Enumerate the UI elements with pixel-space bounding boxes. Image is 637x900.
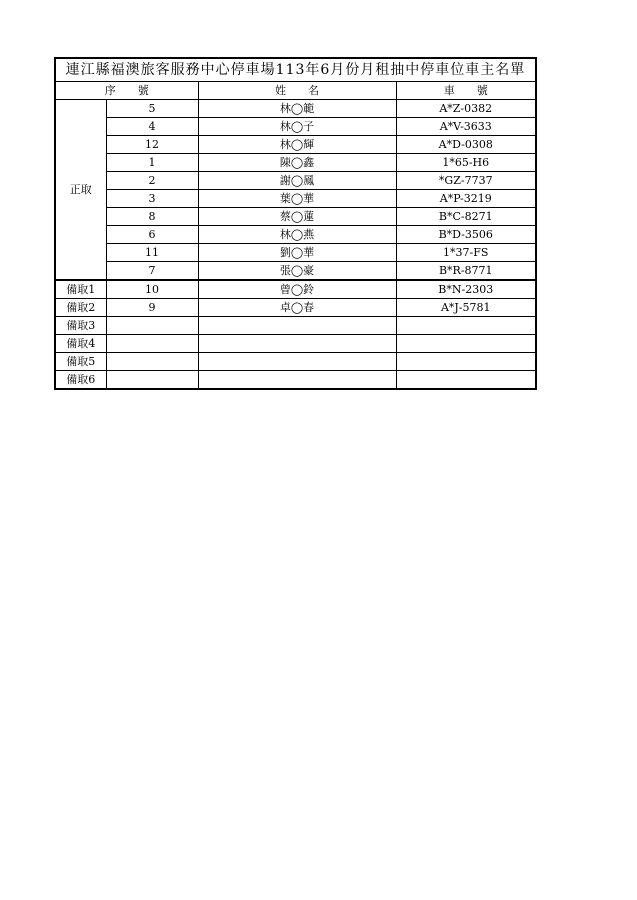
plate-cell: 1*65-H6 — [396, 154, 536, 172]
table-row — [55, 100, 536, 118]
plate-cell — [396, 335, 536, 353]
seq-cell: 4 — [106, 118, 198, 136]
plate-cell: A*D-0308 — [396, 136, 536, 154]
alternate-label: 備取6 — [55, 371, 106, 390]
plate-cell: B*N-2303 — [396, 280, 536, 299]
plate-cell: 1*37-FS — [396, 244, 536, 262]
table-row — [55, 208, 536, 226]
name-cell: 卓◯春 — [198, 299, 396, 317]
name-cell: 林◯子 — [198, 118, 396, 136]
name-cell: 蔡◯蓮 — [198, 208, 396, 226]
seq-cell: 12 — [106, 136, 198, 154]
name-cell: 陳◯鑫 — [198, 154, 396, 172]
plate-cell: A*Z-0382 — [396, 100, 536, 118]
name-cell: 林◯燕 — [198, 226, 396, 244]
name-cell — [198, 317, 396, 335]
table-row — [55, 262, 536, 281]
parking-winners-table — [54, 57, 537, 390]
seq-cell: 9 — [106, 299, 198, 317]
seq-cell: 5 — [106, 100, 198, 118]
table-row — [55, 136, 536, 154]
seq-cell: 6 — [106, 226, 198, 244]
seq-cell: 8 — [106, 208, 198, 226]
table-row — [55, 299, 536, 317]
header-name: 姓 名 — [198, 82, 396, 100]
table-row — [55, 118, 536, 136]
seq-cell — [106, 353, 198, 371]
alternate-label: 備取2 — [55, 299, 106, 317]
plate-cell: B*R-8771 — [396, 262, 536, 281]
name-cell — [198, 371, 396, 390]
name-cell: 張◯豪 — [198, 262, 396, 281]
table-row — [55, 226, 536, 244]
table-row — [55, 190, 536, 208]
table-row — [55, 371, 536, 390]
name-cell: 謝◯鳳 — [198, 172, 396, 190]
plate-cell: B*D-3506 — [396, 226, 536, 244]
name-cell — [198, 335, 396, 353]
header-plate: 車 號 — [396, 82, 536, 100]
table-row — [55, 280, 536, 299]
plate-cell — [396, 317, 536, 335]
name-cell: 林◯範 — [198, 100, 396, 118]
seq-cell: 1 — [106, 154, 198, 172]
seq-cell: 7 — [106, 262, 198, 281]
plate-cell — [396, 371, 536, 390]
name-cell: 葉◯華 — [198, 190, 396, 208]
plate-cell: A*P-3219 — [396, 190, 536, 208]
plate-cell: *GZ-7737 — [396, 172, 536, 190]
primary-group-label: 正取 — [55, 100, 106, 281]
seq-cell: 10 — [106, 280, 198, 299]
table-row — [55, 335, 536, 353]
plate-cell: A*V-3633 — [396, 118, 536, 136]
plate-cell: B*C-8271 — [396, 208, 536, 226]
seq-cell — [106, 371, 198, 390]
table-row — [55, 317, 536, 335]
alternate-label: 備取1 — [55, 280, 106, 299]
seq-cell — [106, 317, 198, 335]
title-row — [55, 58, 536, 82]
table-row — [55, 154, 536, 172]
table-row — [55, 353, 536, 371]
header-row — [55, 82, 536, 100]
seq-cell: 2 — [106, 172, 198, 190]
table-row — [55, 244, 536, 262]
header-seq: 序 號 — [55, 82, 198, 100]
alternate-label: 備取3 — [55, 317, 106, 335]
sheet-title: 連江縣福澳旅客服務中心停車場113年6月份月租抽中停車位車主名單 — [55, 58, 536, 82]
alternate-label: 備取4 — [55, 335, 106, 353]
plate-cell — [396, 353, 536, 371]
table-row — [55, 172, 536, 190]
name-cell: 曾◯鈴 — [198, 280, 396, 299]
seq-cell: 3 — [106, 190, 198, 208]
plate-cell: A*J-5781 — [396, 299, 536, 317]
name-cell: 劉◯華 — [198, 244, 396, 262]
seq-cell — [106, 335, 198, 353]
name-cell — [198, 353, 396, 371]
seq-cell: 11 — [106, 244, 198, 262]
name-cell: 林◯輝 — [198, 136, 396, 154]
alternate-label: 備取5 — [55, 353, 106, 371]
